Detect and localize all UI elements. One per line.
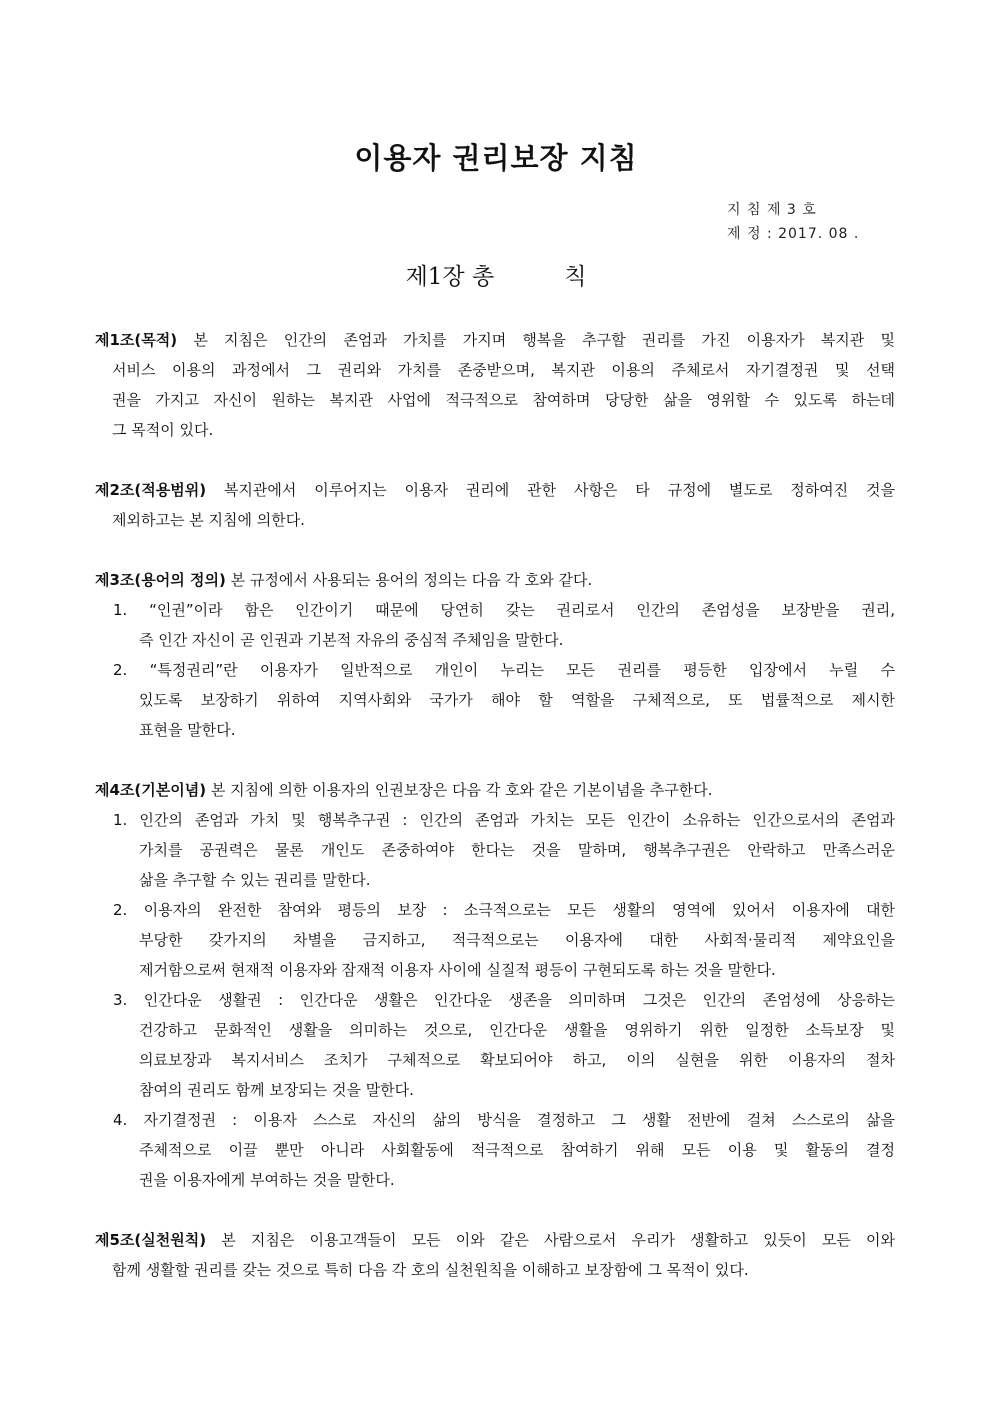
- chapter-heading: [0, 258, 992, 291]
- article-line: 함께 생활할 권리를 갖는 것으로 특히 다음 각 호의 실천원칙을 이해하고 보장함에 그 목적이 있다.: [112, 1261, 749, 1279]
- article-line: 그 목적이 있다.: [112, 421, 214, 439]
- article-line: 제2조(적용범위) 복지관에서 이루어지는 이용자 권리에 관한 사항은 타 규정에 별도로 정하여진 것을: [95, 481, 895, 499]
- article-line: 제외하고는 본 지침에 의한다.: [112, 511, 305, 529]
- list-item-continuation: 참여의 권리도 함께 보장되는 것을 말한다.: [139, 1081, 414, 1099]
- document-title: 이용자 권리보장 지침: [354, 141, 638, 175]
- list-item: 1. “인권”이라 함은 인간이기 때문에 당연히 갖는 권리로서 인간의 존엄성을 보장받을 권리,: [113, 601, 895, 619]
- list-item: 4. 자기결정권 : 이용자 스스로 자신의 삶의 방식을 결정하고 그 생활 전반에 걸쳐 스스로의 삶을: [113, 1111, 895, 1129]
- article-line: 서비스 이용의 과정에서 그 권리와 가치를 존중받으며, 복지관 이용의 주체로서 자기결정권 및 선택: [112, 361, 895, 379]
- article-heading: 제2조(적용범위): [95, 481, 207, 499]
- article-line: 제3조(용어의 정의) 본 규정에서 사용되는 용어의 정의는 다음 각 호와 같다.: [95, 571, 593, 589]
- chapter-name: 칙: [564, 264, 587, 290]
- article-line: 권을 가지고 자신이 원하는 복지관 사업에 적극적으로 참여하며 당당한 삶을 영위할 수 있도록 하는데: [112, 391, 895, 409]
- list-item: 2. 이용자의 완전한 참여와 평등의 보장 : 소극적으로는 모든 생활의 영역에 있어서 이용자에 대한: [113, 901, 895, 919]
- article-5: [95, 1225, 895, 1285]
- guideline-number: 지 침 제 3 호: [727, 202, 817, 218]
- list-item-continuation: 건강하고 문화적인 생활을 의미하는 것으로, 인간다운 생활을 영위하기 위한 일정한 소득보장 및: [139, 1021, 895, 1039]
- article-3: [95, 565, 895, 745]
- list-item-continuation: 표현을 말한다.: [139, 721, 236, 739]
- list-item-continuation: 있도록 보장하기 위하여 지역사회와 국가가 해야 할 역할을 구체적으로, 또 법률적으로 제시한: [139, 691, 895, 709]
- article-4: [95, 775, 895, 1195]
- article-1: [95, 325, 895, 445]
- article-line: 제5조(실천원칙) 본 지침은 이용고객들이 모든 이와 같은 사람으로서 우리가 생활하고 있듯이 모든 이와: [95, 1231, 895, 1249]
- article-heading: 제5조(실천원칙): [95, 1231, 207, 1249]
- list-item-continuation: 삶을 추구할 수 있는 권리를 말한다.: [139, 871, 371, 889]
- list-item: 3. 인간다운 생활권 : 인간다운 생활은 인간다운 생존을 의미하며 그것은 인간의 존엄성에 상응하는: [113, 991, 895, 1009]
- article-line: 제1조(목적) 본 지침은 인간의 존엄과 가치를 가지며 행복을 추구할 권리를 가진 이용자가 복지관 및: [95, 331, 895, 349]
- list-item-continuation: 부당한 갖가지의 차별을 금지하고, 적극적으로는 이용자에 대한 사회적·물리적 제약요인을: [139, 931, 895, 949]
- article-heading: 제3조(용어의 정의): [95, 571, 226, 589]
- article-2: [95, 475, 895, 535]
- list-item-continuation: 가치를 공권력은 물론 개인도 존중하여야 한다는 것을 말하며, 행복추구권은 안락하고 만족스러운: [139, 841, 895, 859]
- list-item-continuation: 즉 인간 자신이 곧 인권과 기본적 자유의 중심적 주체임을 말한다.: [139, 631, 564, 649]
- list-item: 2. “특정권리”란 이용자가 일반적으로 개인이 누리는 모든 권리를 평등한 입장에서 누릴 수: [113, 661, 895, 679]
- article-heading: 제4조(기본이념): [95, 781, 207, 799]
- list-item-continuation: 의료보장과 복지서비스 조치가 구체적으로 확보되어야 하고, 이의 실현을 위한 이용자의 절차: [139, 1051, 895, 1069]
- article-line: 제4조(기본이념) 본 지침에 의한 이용자의 인권보장은 다음 각 호와 같은 기본이념을 추구한다.: [95, 781, 713, 799]
- chapter-number: 제1장 총: [405, 264, 495, 290]
- article-heading: 제1조(목적): [95, 331, 178, 349]
- list-item-continuation: 주체적으로 이끌 뿐만 아니라 사회활동에 적극적으로 참여하기 위해 모든 이용 및 활동의 결정: [139, 1141, 895, 1159]
- list-item-continuation: 권을 이용자에게 부여하는 것을 말한다.: [139, 1171, 395, 1189]
- list-item-continuation: 제거함으로써 현재적 이용자와 잠재적 이용자 사이에 실질적 평등이 구현되도록 하는 것을 말한다.: [139, 961, 776, 979]
- list-item: 1. 인간의 존엄과 가치 및 행복추구권 : 인간의 존엄과 가치는 모든 인간이 소유하는 인간으로서의 존엄과: [113, 811, 895, 829]
- enactment-date: 제 정 : 2017. 08 .: [727, 226, 860, 242]
